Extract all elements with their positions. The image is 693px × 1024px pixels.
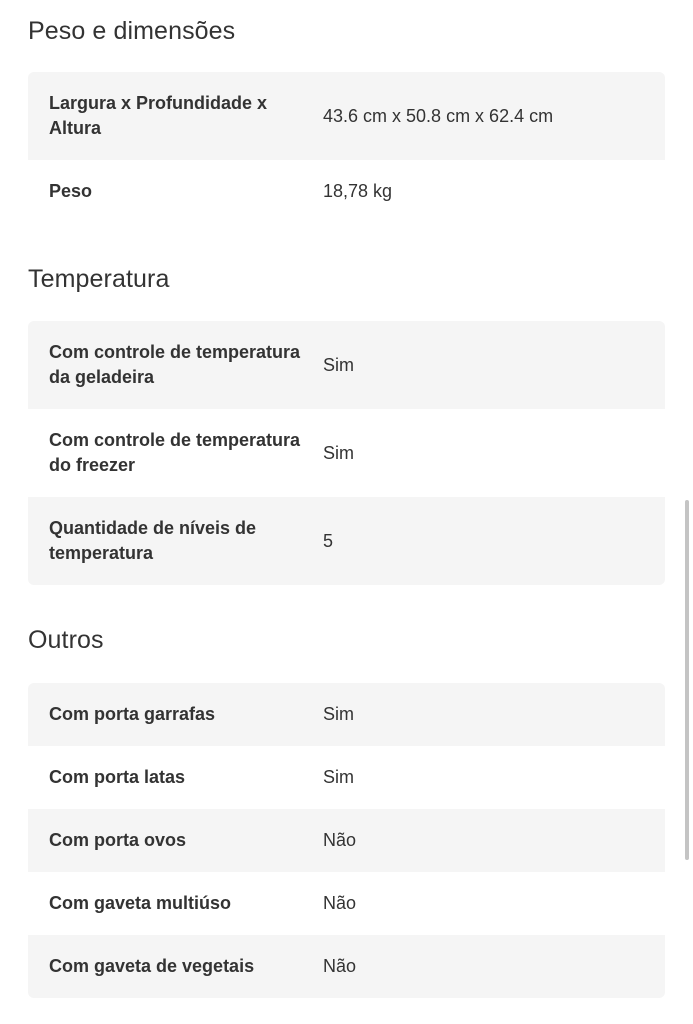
spec-row	[28, 872, 665, 935]
spec-value: 43.6 cm x 50.8 cm x 62.4 cm	[323, 105, 554, 126]
spec-label: Peso	[49, 180, 93, 201]
spec-row	[28, 746, 665, 809]
spec-label: Com gaveta multiúso	[49, 893, 232, 913]
spec-label: Com porta ovos	[49, 830, 187, 850]
spec-row	[28, 497, 665, 585]
section-title-outros: Outros	[28, 626, 104, 654]
spec-value: 5	[323, 530, 334, 551]
spec-label: Largura x Profundidade x Altura	[49, 93, 268, 138]
spec-label: Com controle de temperatura da geladeira	[49, 342, 301, 387]
spec-table-peso	[28, 72, 665, 222]
section-title-peso: Peso e dimensões	[28, 17, 236, 45]
spec-row	[28, 72, 665, 160]
spec-value: Sim	[323, 704, 354, 724]
spec-row	[28, 683, 665, 746]
spec-value: Sim	[323, 354, 354, 375]
spec-table-temperatura	[28, 321, 665, 585]
spec-row	[28, 935, 665, 998]
spec-value: Não	[323, 893, 357, 913]
spec-row	[28, 409, 665, 497]
spec-value: Não	[323, 956, 357, 976]
scrollbar[interactable]	[685, 500, 689, 860]
spec-row	[28, 321, 665, 409]
spec-label: Quantidade de níveis de temperatura	[49, 518, 257, 563]
section-title-temperatura: Temperatura	[28, 265, 170, 293]
spec-value: Sim	[323, 767, 354, 787]
spec-label: Com porta latas	[49, 767, 186, 787]
spec-label: Com controle de temperatura do freezer	[49, 430, 301, 475]
spec-label: Com porta garrafas	[49, 704, 216, 724]
spec-row	[28, 809, 665, 872]
spec-value: Sim	[323, 442, 354, 463]
spec-value: Não	[323, 830, 357, 850]
spec-row	[28, 160, 665, 222]
spec-value: 18,78 kg	[323, 180, 393, 201]
spec-label: Com gaveta de vegetais	[49, 956, 255, 976]
spec-table-outros	[28, 683, 665, 998]
